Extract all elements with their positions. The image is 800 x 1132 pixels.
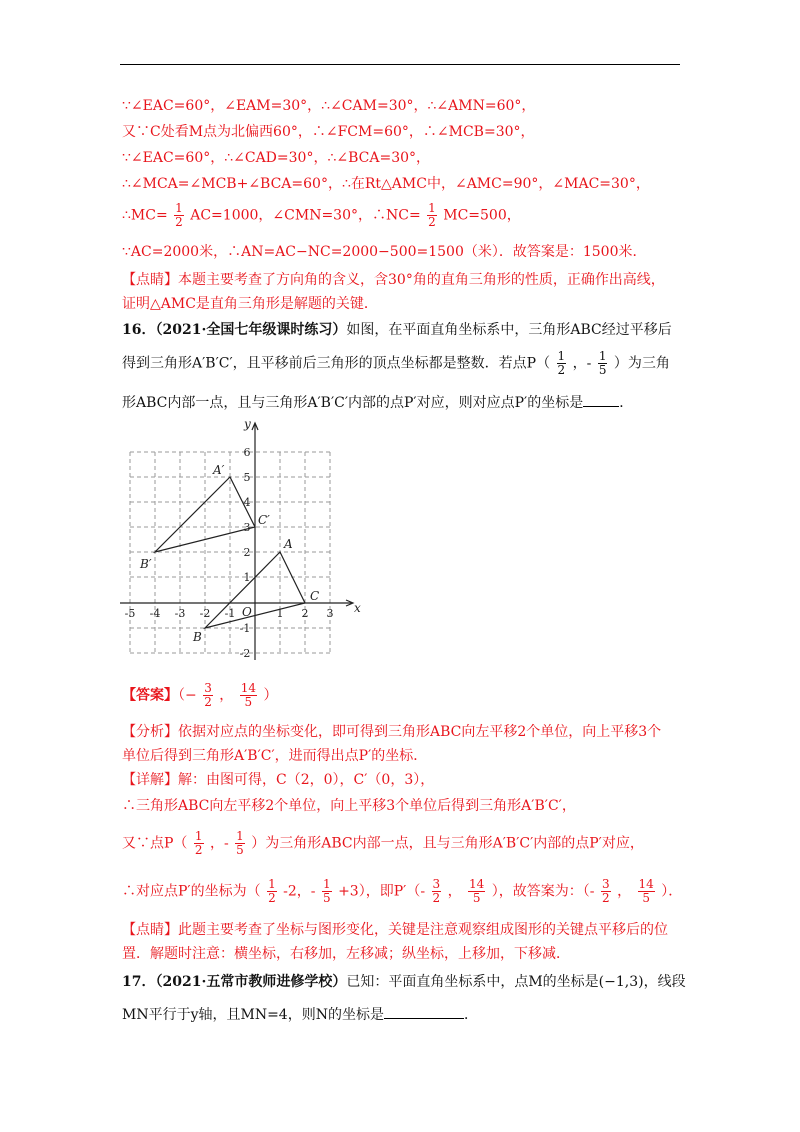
solution-line-4: ∴∠MCA=∠MCB+∠BCA=60°，∴在Rt△AMC中，∠AMC=90°，∠MAC=30°， — [122, 176, 650, 192]
point-label-c: C — [310, 589, 320, 603]
y-tick-label: 2 — [243, 546, 251, 559]
x-tick-label: 1 — [276, 607, 284, 620]
fraction — [468, 878, 485, 905]
fraction — [203, 682, 213, 709]
question-16-line-2 — [122, 350, 670, 377]
text-segment: ， — [447, 883, 462, 900]
answer-tag: 【答案】 — [122, 687, 178, 704]
fraction — [557, 350, 567, 377]
numerator: 14 — [240, 681, 257, 695]
text-segment: ）． — [661, 883, 683, 900]
point-label-a: A — [284, 537, 293, 551]
header-rule — [120, 64, 680, 65]
x-tick-label: -4 — [149, 607, 161, 620]
question-source: （2021·全国七年级课时练习） — [155, 322, 347, 338]
answer-blank — [384, 1004, 464, 1019]
denominator: 2 — [432, 891, 441, 905]
x-axis-label: x — [354, 601, 361, 615]
text-segment: +3），即P′（- — [338, 883, 426, 900]
coordinate-figure — [110, 412, 370, 662]
y-tick-label: 5 — [243, 471, 251, 484]
comment-16-line-1: 【点睛】此题主要考查了坐标与图形变化，关键是注意观察组成图形的关键点平移后的位 — [122, 922, 668, 938]
point-label-c-prime: C′ — [258, 513, 270, 527]
text-segment: （− — [178, 687, 197, 704]
numerator: 3 — [601, 877, 610, 891]
denominator: 5 — [642, 891, 650, 905]
text-segment: ）为三角形ABC内部一点，且与三角形A′B′C′内部的点P′对应， — [251, 835, 644, 852]
y-tick-label: 6 — [243, 446, 251, 459]
text-segment: -2，- — [283, 883, 316, 900]
text-segment: ∴MC= — [122, 207, 168, 224]
answer-16 — [122, 682, 277, 709]
question-16-line-1 — [122, 320, 672, 340]
point-label-b: B — [193, 630, 202, 644]
solution-line-3: ∵∠EAC=60°，∴∠CAD=30°，∴∠BCA=30°， — [122, 150, 431, 166]
fraction — [638, 878, 655, 905]
fraction — [174, 202, 184, 229]
text-segment: ），故答案为：（- — [491, 883, 595, 900]
x-tick-label: -3 — [174, 607, 186, 620]
fraction — [432, 878, 442, 905]
y-tick-label: -2 — [239, 647, 251, 660]
numerator: 1 — [194, 829, 203, 843]
text-segment: MN平行于y轴，且MN=4，则N的坐标是 — [122, 1007, 384, 1023]
numerator: 3 — [432, 877, 441, 891]
solution-line-5 — [122, 202, 521, 229]
x-tick-label: -2 — [199, 607, 211, 620]
question-number: 16． — [122, 322, 156, 338]
numerator: 1 — [598, 349, 607, 363]
detail-line-4 — [122, 878, 682, 905]
y-tick-label: 4 — [243, 496, 251, 509]
denominator: 2 — [557, 363, 566, 377]
denominator: 2 — [204, 695, 212, 709]
x-tick-label: 2 — [301, 607, 309, 620]
numerator: 1 — [175, 201, 183, 215]
text-segment: ， — [617, 883, 632, 900]
text-segment: ， — [219, 687, 234, 704]
denominator: 5 — [322, 891, 331, 905]
answer-blank — [583, 392, 619, 407]
text-segment: ． — [619, 395, 634, 411]
text-segment: ，- — [209, 835, 229, 852]
denominator: 5 — [244, 695, 253, 709]
dashed-grid — [130, 452, 330, 653]
question-source: （2021·五常市教师进修学校） — [155, 974, 347, 990]
fraction — [240, 682, 257, 709]
text-segment: ）为三角 — [613, 355, 670, 372]
denominator: 2 — [428, 215, 436, 229]
numerator: 1 — [236, 829, 244, 843]
numerator: 1 — [322, 877, 331, 891]
fraction — [235, 830, 245, 857]
question-16-line-3 — [122, 392, 633, 413]
fraction — [598, 350, 608, 377]
solution-line-2: 又∵C处看M点为北偏西60°，∴∠FCM=60°，∴∠MCB=30°， — [122, 124, 535, 140]
analysis-line-2: 单位后得到三角形A′B′C′，进而得出点P′的坐标． — [122, 748, 428, 764]
solution-line-1: ∵∠EAC=60°，∠EAM=30°，∴∠CAM=30°，∴∠AMN=60°， — [122, 98, 536, 114]
x-tick-label: -1 — [224, 607, 236, 620]
origin-label: O — [242, 605, 252, 619]
comment-line-1: 【点睛】本题主要考查了方向角的含义，含30°角的直角三角形的性质，正确作出高线， — [122, 272, 665, 288]
numerator: 14 — [469, 877, 485, 891]
text-segment: ． — [463, 1007, 478, 1023]
text-segment: ∴对应点P′的坐标为（ — [122, 883, 261, 900]
x-tick-label: 3 — [326, 607, 334, 620]
denominator: 2 — [601, 891, 610, 905]
y-tick-label: 1 — [243, 571, 251, 584]
text-segment: 如图，在平面直角坐标系中，三角形ABC经过平移后 — [346, 322, 672, 338]
comment-line-2: 证明△AMC是直角三角形是解题的关键． — [122, 296, 378, 312]
fraction — [427, 202, 437, 229]
text-segment: ，- — [572, 355, 592, 372]
fraction — [267, 878, 277, 905]
fraction — [322, 878, 332, 905]
numerator: 3 — [204, 681, 212, 695]
denominator: 5 — [472, 891, 481, 905]
numerator: 1 — [428, 201, 436, 215]
point-label-a-prime: A′ — [213, 463, 225, 477]
detail-line-2: ∴三角形ABC向左平移2个单位，向上平移3个单位后得到三角形A′B′C′， — [122, 798, 576, 814]
comment-16-line-2: 置．解题时注意：横坐标，右移加，左移减；纵坐标，上移加，下移减． — [122, 946, 570, 962]
text-segment: 形ABC内部一点，且与三角形A′B′C′内部的点P′对应，则对应点P′的坐标是 — [122, 395, 584, 411]
solution-line-6: ∵AC=2000米，∴AN=AC−NC=2000−500=1500（米）．故答案是：1500米． — [122, 244, 647, 260]
denominator: 5 — [598, 363, 607, 377]
y-tick-label: -1 — [239, 622, 251, 635]
text-segment: ） — [263, 687, 278, 704]
question-17-line-1 — [122, 972, 686, 992]
denominator: 2 — [268, 891, 276, 905]
fraction — [601, 878, 611, 905]
y-axis-label: y — [244, 417, 251, 431]
detail-line-3 — [122, 830, 644, 857]
numerator: 14 — [638, 877, 654, 891]
denominator: 5 — [236, 843, 244, 857]
text-segment: AC=1000，∠CMN=30°，∴NC= — [190, 207, 421, 224]
detail-line-1: 【详解】解：由图可得，C（2，0），C′（0，3）， — [122, 772, 435, 788]
fraction — [194, 830, 204, 857]
numerator: 1 — [268, 877, 276, 891]
text-segment: 又∵点P（ — [122, 835, 188, 852]
denominator: 2 — [194, 843, 203, 857]
question-number: 17． — [122, 974, 156, 990]
text-segment: 已知：平面直角坐标系中，点M的坐标是(−1,3)，线段 — [346, 974, 686, 990]
point-label-b-prime: B′ — [140, 557, 152, 571]
denominator: 2 — [175, 215, 183, 229]
question-17-line-2 — [122, 1004, 478, 1025]
text-segment: MC=500， — [443, 207, 521, 224]
text-segment: 得到三角形A′B′C′，且平移前后三角形的顶点坐标都是整数．若点P（ — [122, 355, 551, 372]
numerator: 1 — [557, 349, 566, 363]
x-tick-label: -5 — [124, 607, 136, 620]
analysis-line-1: 【分析】依据对应点的坐标变化，即可得到三角形ABC向左平移2个单位，向上平移3个 — [122, 724, 662, 740]
y-tick-label: 3 — [243, 521, 251, 534]
